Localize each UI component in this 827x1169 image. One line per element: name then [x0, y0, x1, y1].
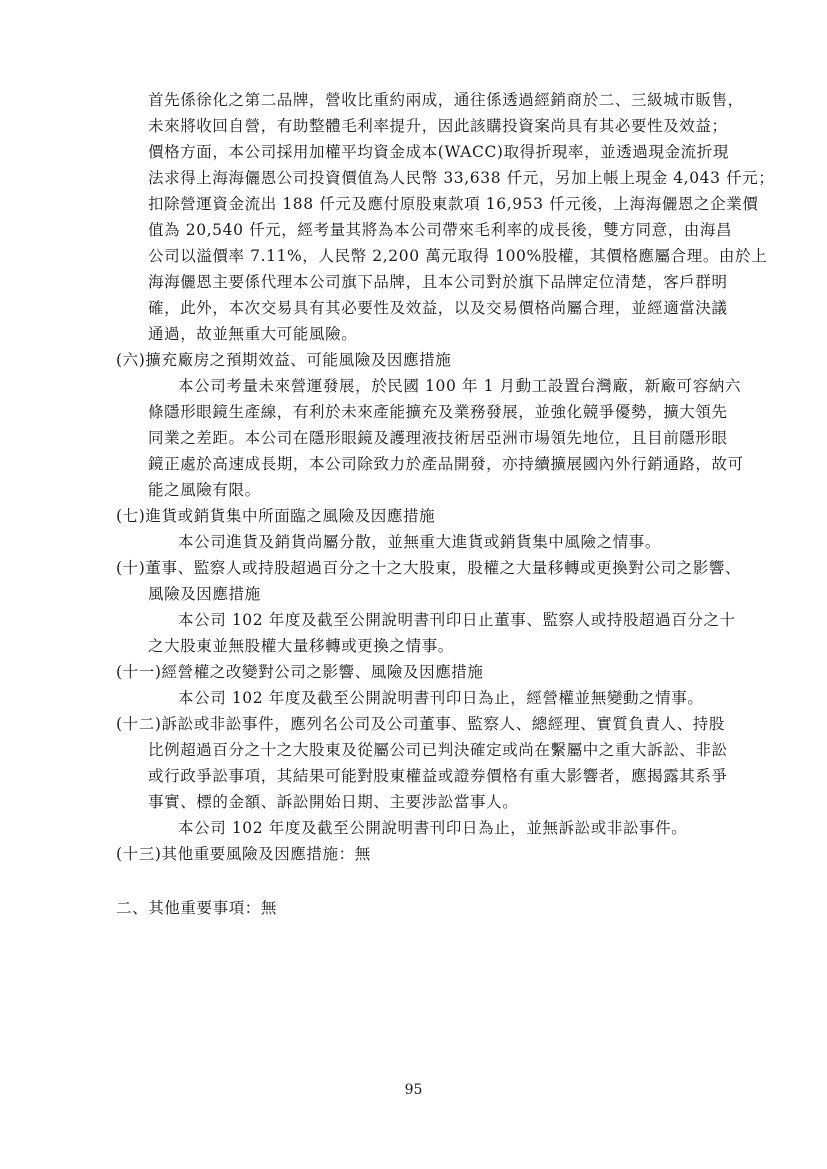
text-line: (十)董事、監察人或持股超過百分之十之大股東，股權之大量移轉或更換對公司之影響、: [116, 559, 742, 577]
text-line: 事實、標的金額、訴訟開始日期、主要涉訟當事人。: [148, 793, 519, 811]
text-line: 條隱形眼鏡生產線，有利於未來產能擴充及業務發展，並強化競爭優勢，擴大領先: [148, 403, 728, 421]
text-line: 二、其他重要事項：無: [116, 899, 278, 917]
text-line: 確，此外，本次交易具有其必要性及效益，以及交易價格尚屬合理，並經適當決議: [148, 299, 728, 317]
text-line: 比例超過百分之十之大股東及從屬公司已判決確定或尚在繫屬中之重大訴訟、非訟: [148, 741, 728, 759]
text-line: 值為 20,540 仟元，經考量其將為本公司帶來毛利率的成長後，雙方同意，由海昌: [148, 221, 733, 239]
text-line: 本公司進貨及銷貨尚屬分散，並無重大進貨或銷貨集中風險之情事。: [178, 533, 662, 551]
text-line: 鏡正處於高速成長期，本公司除致力於產品開發，亦持續擴展國內外行銷通路，故可: [148, 455, 744, 473]
text-line: 通過，故並無重大可能風險。: [148, 325, 358, 343]
text-line: 價格方面，本公司採用加權平均資金成本(WACC)取得折現率，並透過現金流折現: [148, 143, 729, 161]
text-line: (七)進貨或銷貨集中所面臨之風險及因應措施: [116, 507, 436, 525]
text-line: (六)擴充廠房之預期效益、可能風險及因應措施: [116, 351, 452, 369]
text-line: 未來將收回自營，有助整體毛利率提升，因此該購投資案尚具有其必要性及效益；: [148, 117, 728, 135]
text-line: 法求得上海海儷恩公司投資價值為人民幣 33,638 仟元，另加上帳上現金 4,043 仟元；: [148, 169, 775, 187]
text-line: 公司以溢價率 7.11%，人民幣 2,200 萬元取得 100%股權，其價格應屬合理。由於上: [148, 247, 768, 265]
text-line: 能之風險有限。: [148, 481, 261, 499]
text-line: 之大股東並無股權大量移轉或更換之情事。: [148, 637, 454, 655]
text-line: 或行政爭訟事項，其結果可能對股東權益或證券價格有重大影響者，應揭露其系爭: [148, 767, 728, 785]
text-line: 本公司 102 年度及截至公開說明書刊印日止董事、監察人或持股超過百分之十: [178, 611, 736, 629]
text-line: 海海儷恩主要係代理本公司旗下品牌，且本公司對於旗下品牌定位清楚，客戶群明: [148, 273, 728, 291]
text-line: 本公司考量未來營運發展，於民國 100 年 1 月動工設置台灣廠，新廠可容納六: [178, 377, 742, 395]
text-line: (十三)其他重要風險及因應措施：無: [116, 845, 371, 863]
page-number: 95: [404, 1082, 423, 1098]
text-line: (十二)訴訟或非訟事件，應列名公司及公司董事、監察人、總經理、實質負責人、持股: [116, 715, 725, 733]
text-line: 本公司 102 年度及截至公開說明書刊印日為止，經營權並無變動之情事。: [178, 689, 704, 707]
text-line: 本公司 102 年度及截至公開說明書刊印日為止，並無訴訟或非訟事件。: [178, 819, 688, 837]
text-line: 風險及因應措施: [148, 585, 261, 603]
text-line: 扣除營運資金流出 188 仟元及應付原股東款項 16,953 仟元後，上海海儷恩之企業價: [148, 195, 759, 213]
text-line: 首先係徐化之第二品牌，營收比重約兩成，通往係透過經銷商於二、三級城市販售，: [148, 91, 744, 109]
text-line: (十一)經營權之改變對公司之影響、風險及因應措施: [116, 663, 484, 681]
text-line: 同業之差距。本公司在隱形眼鏡及護理液技術居亞洲市場領先地位，且目前隱形眼: [148, 429, 728, 447]
